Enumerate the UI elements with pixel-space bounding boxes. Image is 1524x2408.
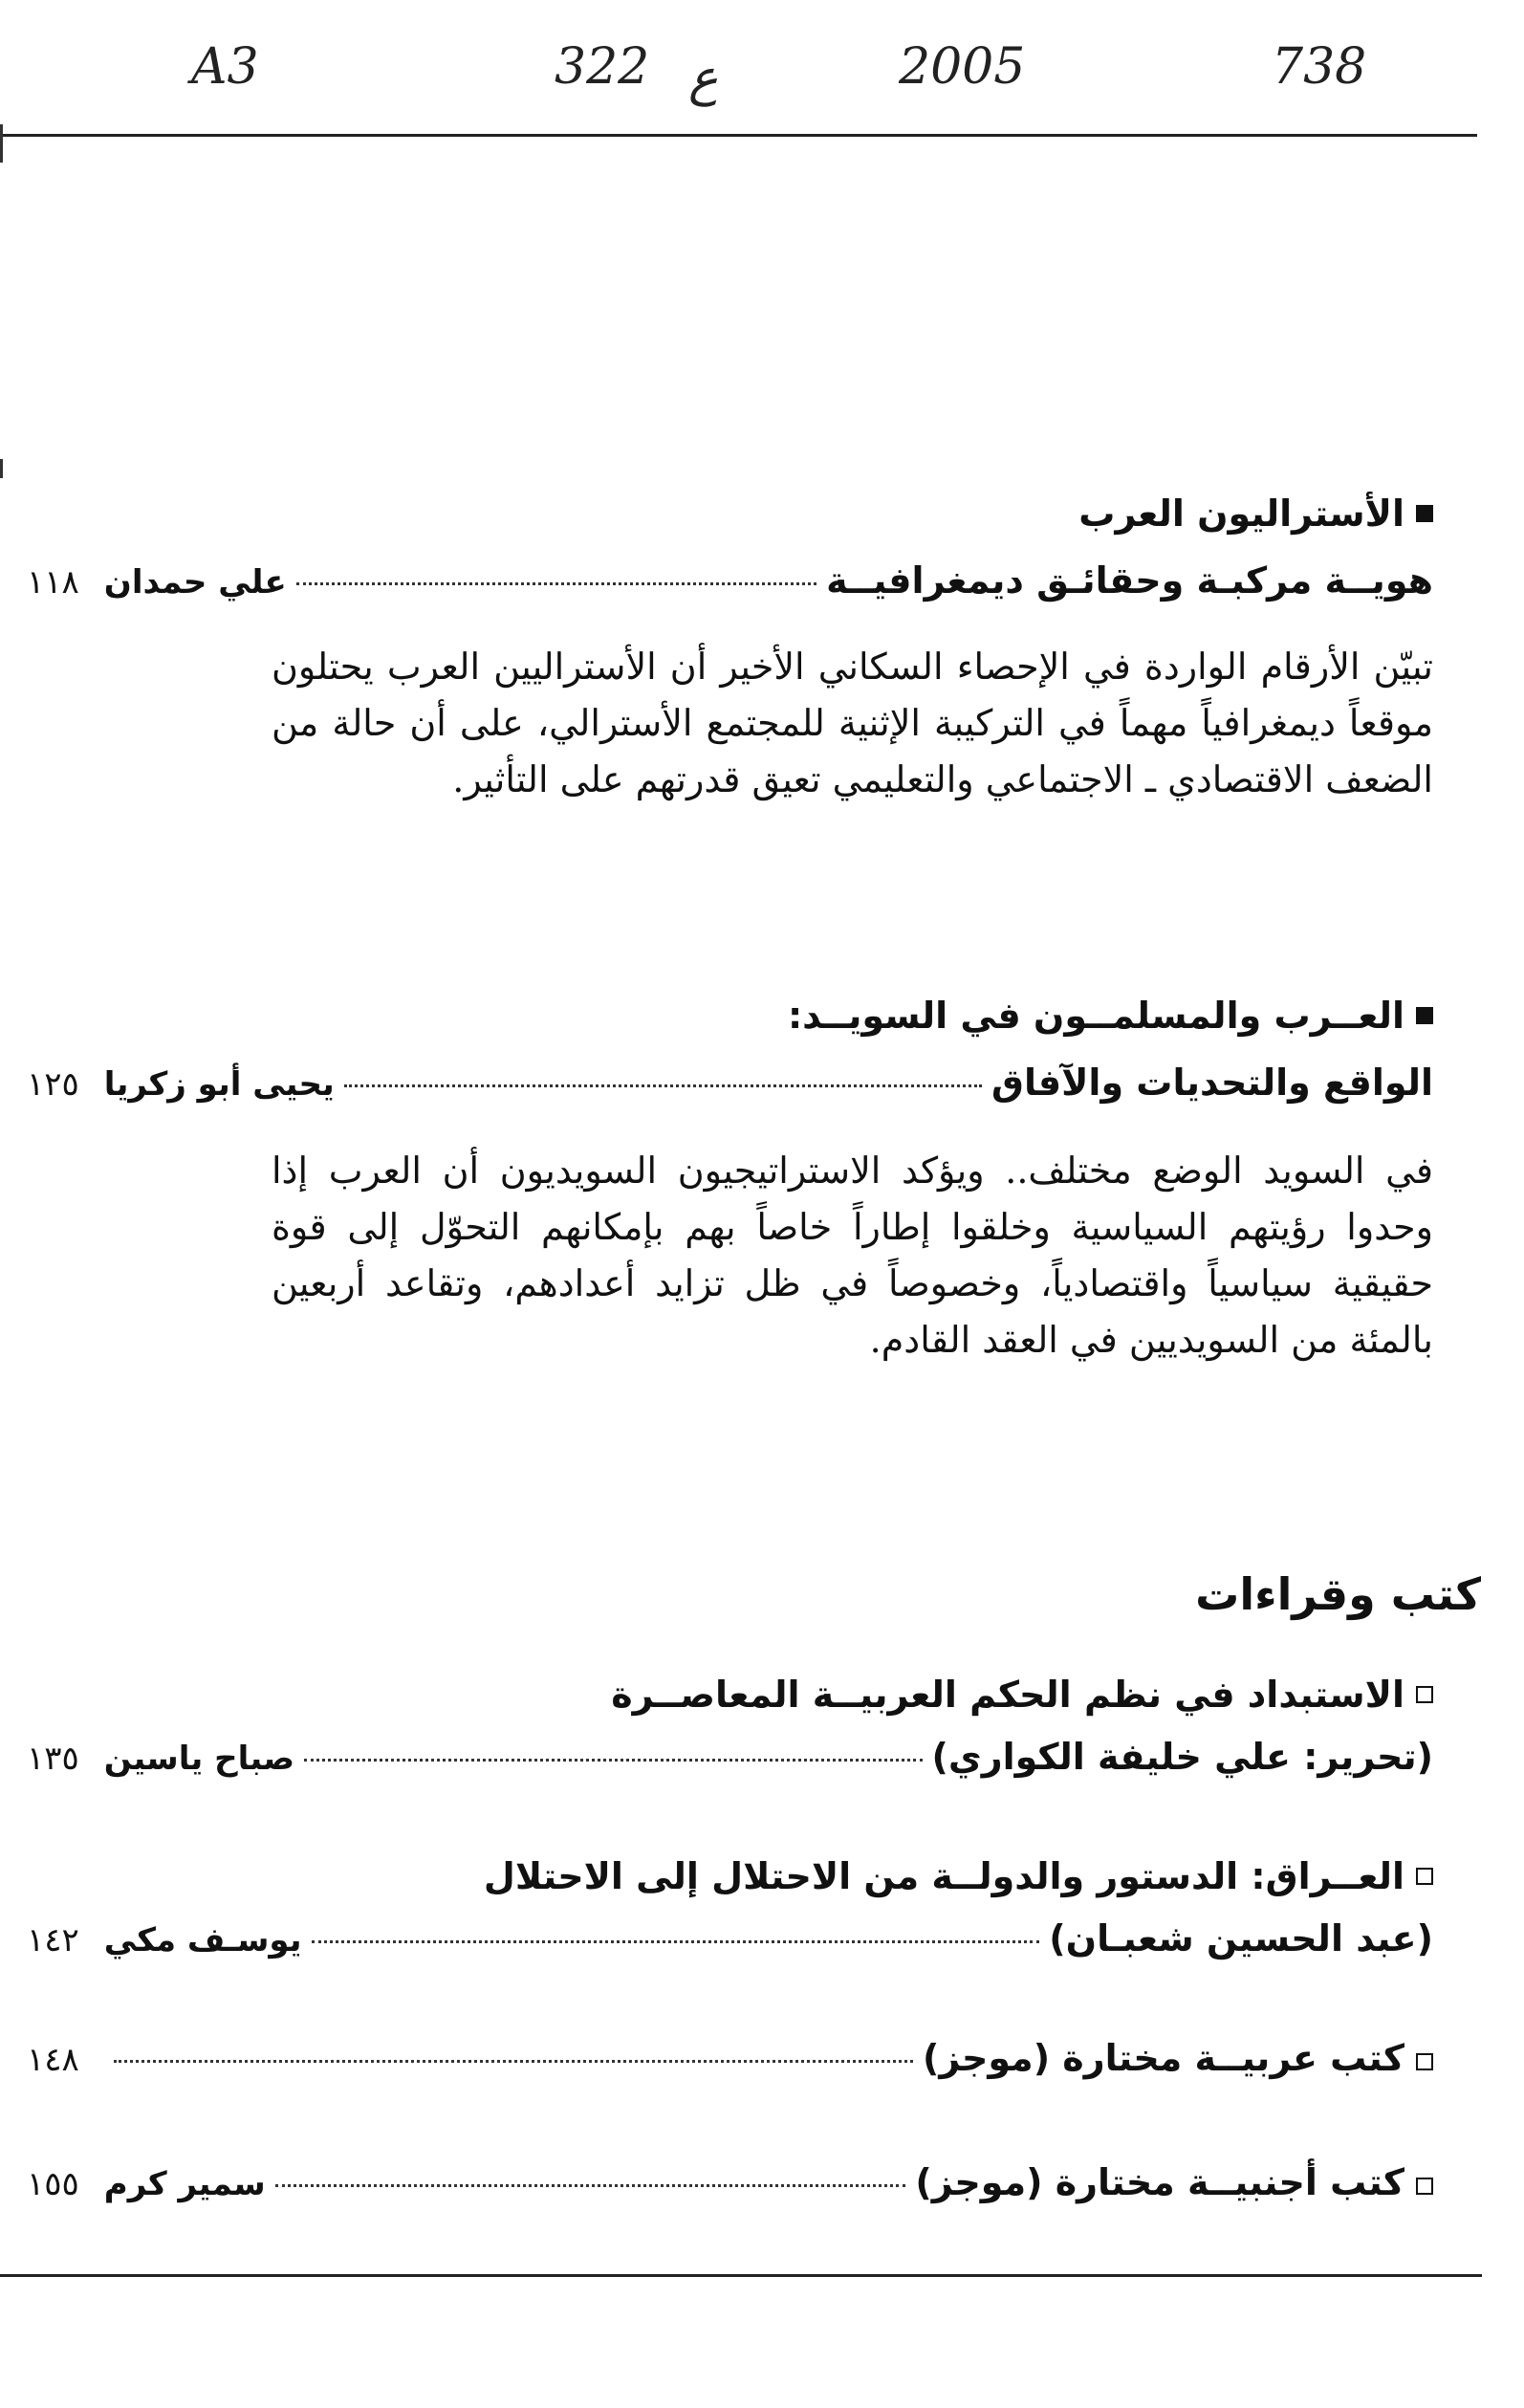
book-title: كتب عربيــة مختارة (موجز) [922, 2037, 1404, 2079]
toc-entry[interactable] [27, 2161, 1433, 2209]
handwritten-number: 738 [1272, 38, 1367, 96]
top-rule [0, 134, 1477, 137]
section-title: كتب وقراءات [1195, 1568, 1481, 1620]
book-title-line [611, 1674, 1433, 1716]
section-heading [1078, 493, 1433, 535]
toc-entry[interactable] [27, 1917, 1433, 1965]
review-author: صباح ياسين [103, 1740, 295, 1778]
handwritten-class-number: 322 [555, 38, 650, 96]
section-heading [788, 995, 1433, 1037]
toc-entry[interactable] [27, 1736, 1433, 1784]
handwritten-code: A3 [191, 38, 259, 96]
leader-dots [312, 1940, 1040, 1943]
toc-entry[interactable] [27, 559, 1433, 607]
handwritten-letter: ع [688, 50, 719, 107]
checkbox-bullet-icon [1416, 1868, 1433, 1885]
leader-dots [344, 1084, 982, 1087]
section-heading-text: العــرب والمسلمــون في السويــد: [787, 995, 1404, 1037]
toc-entry[interactable] [27, 2037, 1433, 2085]
leader-dots [275, 2184, 906, 2187]
review-author: يوسـف مكي [103, 1921, 302, 1959]
page-number: ١٥٥ [27, 2165, 79, 2203]
checkbox-bullet-icon [1416, 2053, 1433, 2070]
article-author: علي حمدان [103, 563, 287, 602]
section-heading-text: الأستراليون العرب [1078, 493, 1404, 535]
page-number: ١١٨ [27, 563, 79, 602]
square-bullet-icon [1416, 505, 1433, 522]
leader-dots [304, 1759, 922, 1762]
book-subtitle: (عبد الحسين شعبـان) [1049, 1917, 1433, 1959]
page-number: ١٣٥ [27, 1740, 79, 1778]
review-author: سمير كرم [103, 2165, 266, 2203]
book-title: الاستبداد في نظم الحكم العربيــة المعاصــرة [611, 1674, 1404, 1716]
bottom-rule [0, 2274, 1482, 2277]
checkbox-bullet-icon [1416, 2178, 1433, 2195]
edge-mark [0, 124, 3, 163]
book-title: العــراق: الدستور والدولــة من الاحتلال إلى الاحتلال [483, 1855, 1404, 1897]
leader-dots [296, 582, 816, 585]
book-title-line [484, 1855, 1433, 1897]
article-abstract: تبيّن الأرقام الواردة في الإحصاء السكاني الأخير أن الأستراليين العرب يحتلون موقعاً ديمغرافياً مهماً في التركيبة الإثنية للمجتمع الأسترالي، على أن حالة من الضعف الاقتصادي ـ الاجتماعي والتعليمي تعيق قدرتهم على التأثير. [272, 646, 1433, 800]
article-title: هويــة مركبـة وحقائـق ديمغرافيــة [826, 559, 1433, 602]
article-title: الواقع والتحديات والآفاق [991, 1062, 1433, 1104]
page-number: ١٤٢ [27, 1921, 79, 1959]
square-bullet-icon [1416, 1007, 1433, 1024]
toc-entry[interactable] [27, 1062, 1433, 1109]
book-title: كتب أجنبيــة مختارة (موجز) [915, 2161, 1404, 2203]
edge-mark [0, 459, 3, 478]
book-subtitle: (تحرير: علي خليفة الكواري) [931, 1736, 1433, 1778]
page-number: ١٤٨ [27, 2041, 79, 2079]
leader-dots [114, 2060, 913, 2063]
article-author: يحيى أبو زكريا [103, 1065, 335, 1104]
article-abstract: في السويد الوضع مختلف.. ويؤكد الاستراتيجيون السويديون أن العرب إذا وحدوا رؤيتهم السياسية وخلقوا إطاراً خاصاً بهم بإمكانهم التحوّل إلى قوة حقيقية سياسياً واقتصادياً، وخصوصاً في ظل تزايد أعدادهم، وتقاعد أربعين بالمئة من السويديين في العقد القادم. [272, 1149, 1433, 1361]
handwritten-year: 2005 [899, 38, 1026, 96]
page-number: ١٢٥ [27, 1065, 79, 1104]
checkbox-bullet-icon [1416, 1686, 1433, 1703]
